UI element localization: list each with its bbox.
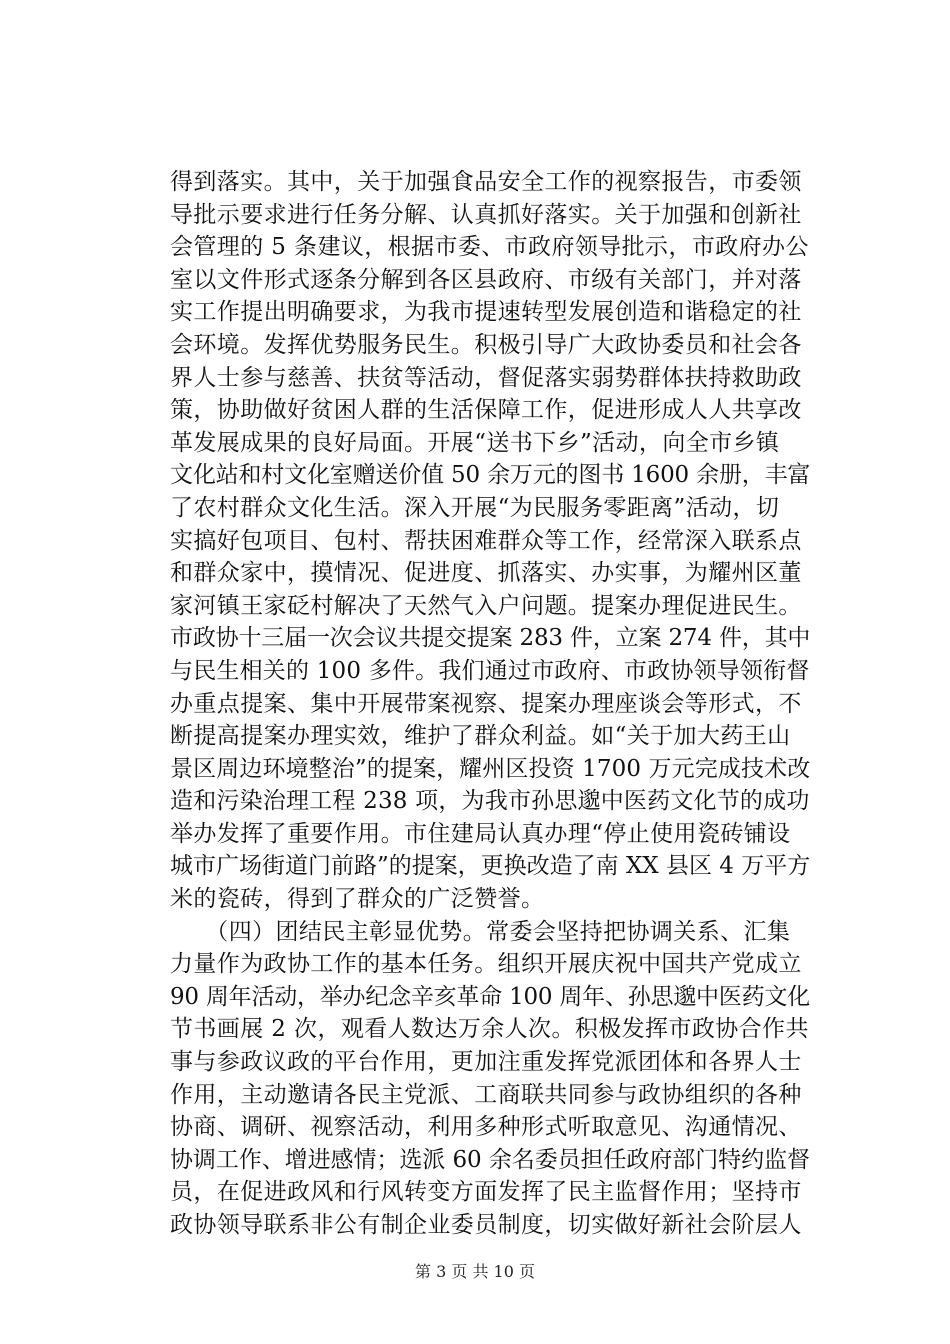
text-line: 界人士参与慈善、扶贫等活动，督促落实弱势群体扶持救助政 <box>170 364 802 391</box>
text-line: 断提高提案办理实效，维护了群众利益。如“关于加大药王山 <box>170 723 791 750</box>
text-line: 米的瓷砖，得到了群众的广泛赞誉。 <box>170 886 545 913</box>
text-line: 作用，主动邀请各民主党派、工商联共同参与政协组织的各种 <box>170 1081 802 1108</box>
text-line: 政协领导联系非公有制企业委员制度，切实做好新社会阶层人 <box>170 1212 802 1238</box>
text-line: 革发展成果的良好局面。开展“送书下乡”活动，向全市乡镇 <box>170 429 780 456</box>
text-line: 员，在促进政风和行风转变方面发挥了民主监督作用；坚持市 <box>170 1179 802 1206</box>
text-line: 造和污染治理工程 238 项，为我市孙思邈中医药文化节的成功 <box>170 788 810 815</box>
body-text <box>170 166 810 1242</box>
text-line: 和群众家中，摸情况、促进度、抓落实、办实事，为耀州区董 <box>170 560 802 587</box>
text-line: 得到落实。其中，关于加强食品安全工作的视察报告，市委领 <box>170 169 802 195</box>
text-line: 实搞好包项目、包村、帮扶困难群众等工作，经常深入联系点 <box>170 527 802 554</box>
text-line: 90 周年活动，举办纪念辛亥革命 100 周年、孙思邈中医药文化 <box>170 983 810 1010</box>
text-line: 与民生相关的 100 多件。我们通过市政府、市政协领导领衔督 <box>170 657 810 684</box>
text-line: 文化站和村文化室赠送价值 50 余万元的图书 1600 余册，丰富 <box>170 462 811 489</box>
text-line: 协调工作、增进感情；选派 60 余名委员担任政府部门特约监督 <box>170 1146 810 1173</box>
text-line: 实工作提出明确要求，为我市提速转型发展创造和谐稳定的社 <box>170 299 802 326</box>
text-line: 市政协十三届一次会议共提交提案 283 件，立案 274 件，其中 <box>170 625 811 652</box>
text-line: 家河镇王家砭村解决了天然气入户问题。提案办理促进民生。 <box>170 592 802 619</box>
text-line: 办重点提案、集中开展带案视察、提案办理座谈会等形式，不 <box>170 690 802 717</box>
text-line: 事与参政议政的平台作用，更加注重发挥党派团体和各界人士 <box>170 1049 802 1076</box>
text-line: 景区周边环境整治”的提案，耀州区投资 1700 万元完成技术改 <box>170 755 811 782</box>
text-line: （四）团结民主彰显优势。常委会坚持把协调关系、汇集 <box>170 918 791 945</box>
text-line: 了农村群众文化生活。深入开展“为民服务零距离”活动，切 <box>170 494 780 521</box>
text-line: 城市广场街道门前路”的提案，更换改造了南 XX 县区 4 万平方 <box>170 853 811 880</box>
text-line: 力量作为政协工作的基本任务。组织开展庆祝中国共产党成立 <box>170 951 802 978</box>
text-line: 举办发挥了重要作用。市住建局认真办理“停止使用瓷砖铺设 <box>170 820 791 847</box>
text-line: 导批示要求进行任务分解、认真抓好落实。关于加强和创新社 <box>170 201 802 228</box>
text-line: 节书画展 2 次，观看人数达万余人次。积极发挥市政协合作共 <box>170 1016 809 1043</box>
text-line: 策，协助做好贫困人群的生活保障工作，促进形成人人共享改 <box>170 397 802 424</box>
text-line: 协商、调研、视察活动，利用多种形式听取意见、沟通情况、 <box>170 1114 802 1141</box>
text-line: 室以文件形式逐条分解到各区县政府、市级有关部门，并对落 <box>170 266 802 293</box>
text-line: 会管理的 5 条建议，根据市委、市政府领导批示，市政府办公 <box>170 234 809 261</box>
page-footer: 第 3 页 共 10 页 <box>415 1262 535 1281</box>
text-line: 会环境。发挥优势服务民生。积极引导广大政协委员和社会各 <box>170 331 802 358</box>
